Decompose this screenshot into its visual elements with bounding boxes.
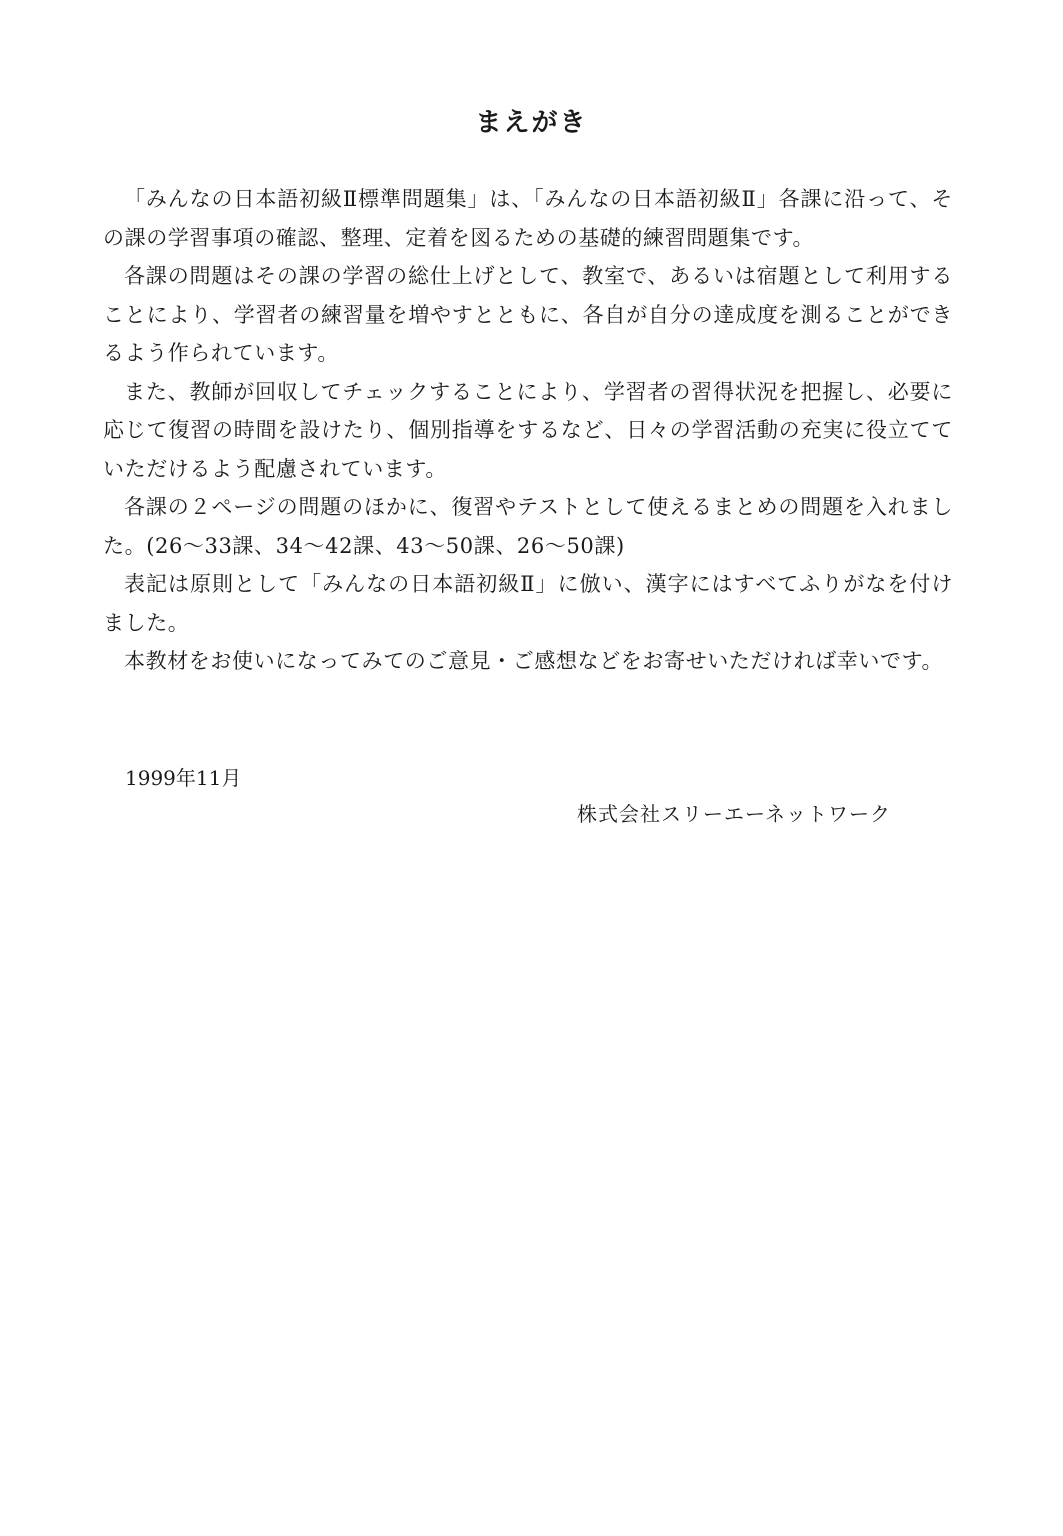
page-title: まえがき [475, 108, 588, 138]
publisher-name: 株式会社スリーエーネットワーク [577, 802, 891, 826]
paragraph: 「みんなの日本語初級Ⅱ標準問題集」は、「みんなの日本語初級Ⅱ」各課に沿って、その課の学習事項の確認、整理、定着を図るための基礎的練習問題集です。 [103, 187, 953, 250]
date-line: 1999年11月 [125, 766, 242, 790]
paragraph: 本教材をお使いになってみてのご意見・ご感想などをお寄せいただければ幸いです。 [124, 649, 944, 673]
paragraph: また、教師が回収してチェックすることにより、学習者の習得状況を把握し、必要に応じて復習の時間を設けたり、個別指導をするなど、日々の学習活動の充実に役立てていただけるよう配慮されています。 [103, 379, 953, 481]
preface-body [103, 180, 953, 681]
paragraph: 各課の問題はその課の学習の総仕上げとして、教室で、あるいは宿題として利用することにより、学習者の練習量を増やすとともに、各自が自分の達成度を測ることができるよう作られています。 [103, 264, 953, 365]
paragraph: 表記は原則として「みんなの日本語初級Ⅱ」に倣い、漢字にはすべてふりがなを付けました。 [103, 572, 953, 635]
paragraph: 各課の２ページの問題のほかに、復習やテストとして使えるまとめの問題を入れました。(26〜33課、34〜42課、43〜50課、26〜50課) [103, 495, 953, 558]
